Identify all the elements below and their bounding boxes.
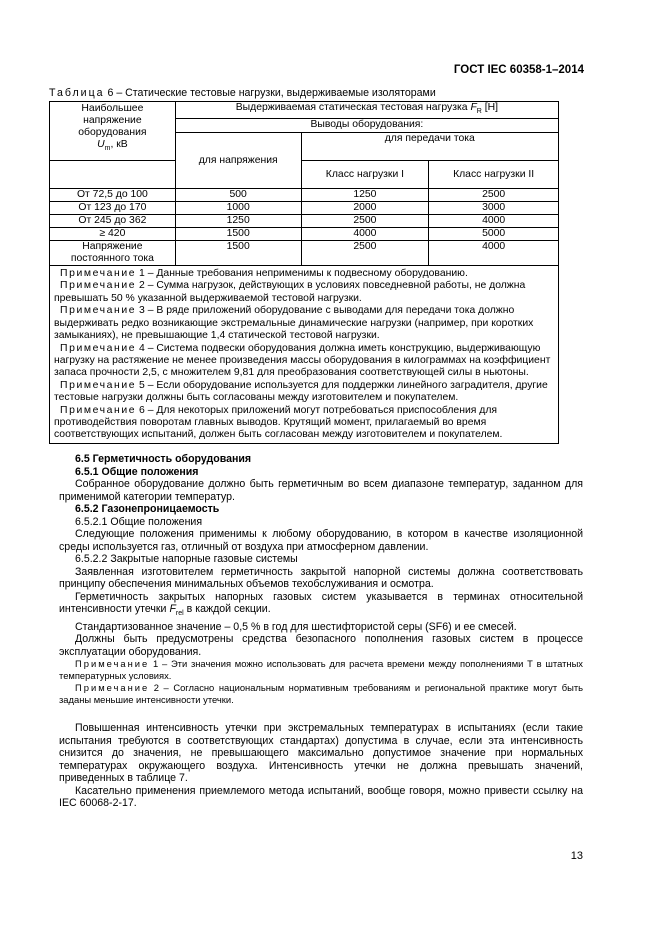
note-label: Примечание [60, 305, 137, 317]
section-heading-6-5-1: 6.5.1 Общие положения [75, 465, 199, 478]
table-caption-text: 6 – Статические тестовые нагрузки, выдерживаемые изоляторами [104, 87, 436, 99]
paragraph-text: в каждой секции. [183, 603, 271, 615]
paragraph: Касательно применения приемлемого метода испытаний, вообще говоря, можно привести ссылку на IEC 60068-2-17. [59, 784, 583, 810]
row-class-2: 5000 [429, 228, 559, 241]
row-voltage: От 123 до 170 [50, 202, 176, 215]
table-note [54, 268, 554, 280]
paragraph [59, 591, 583, 621]
header-static-load [175, 102, 558, 119]
row-voltage: ≥ 420 [50, 228, 176, 241]
header-voltage-outputs: для напряжения [175, 133, 301, 189]
table-row [50, 228, 559, 241]
paragraph: Стандартизованное значение – 0,5 % в год для шестифтористой серы (SF6) и ее смесей. [75, 620, 517, 633]
header-static-load-unit: [Н] [481, 102, 499, 113]
table-note [54, 343, 554, 380]
table-notes [50, 266, 559, 444]
row-class-1: 4000 [301, 228, 429, 241]
header-current-outputs: для передачи тока [301, 133, 558, 161]
note-text: 4 – Система подвески оборудования должна иметь конструкцию, выдерживающую нагрузку на растяжение не менее произведения массы оборудования в килограммах на коэффициент запаса прочности 2,5, с множителем 9,81 для преобразования соответствующей силы в ньютоны. [54, 342, 551, 379]
header-fr-symbol: F [470, 102, 477, 113]
note-label: Примечание [75, 658, 150, 670]
row-class-2: 4000 [429, 241, 559, 266]
header-static-load-label: Выдерживаемая статическая тестовая нагрузка [235, 102, 471, 113]
note-text: 6 – Для некоторых приложений могут потребоваться приспособления для противодействия поворотам главных выводов. Крутящий момент, прилагаемый во время соответствующих испытаний, должен быть согласован между изготовителем и покупателем. [54, 404, 503, 441]
header-um-unit: , кВ [110, 139, 128, 150]
row-voltage-output: 1500 [175, 228, 301, 241]
note-text: 5 – Если оборудование используется для поддержки линейного заградителя, другие тестовые нагрузки должны быть согласованы между изготовителем и покупателем. [54, 379, 548, 404]
page-number: 13 [570, 850, 583, 862]
row-class-1: 2500 [301, 241, 429, 266]
row-voltage: От 72,5 до 100 [50, 189, 176, 202]
section-heading-6-5-2-1: 6.5.2.1 Общие положения [75, 515, 203, 528]
table-caption [49, 87, 436, 99]
header-um-symbol: U [97, 139, 105, 150]
frel-symbol: F [169, 603, 176, 615]
table-note [54, 280, 554, 305]
table-caption-word: Таблица [49, 87, 105, 99]
section-heading-6-5-2-2: 6.5.2.2 Закрытые напорные газовые системы [75, 553, 298, 565]
row-class-2: 3000 [429, 202, 559, 215]
table-note [54, 305, 554, 342]
spacer [59, 706, 583, 722]
note-text: 2 – Согласно национальным нормативным требованиям и региональной практике могут быть заданы меньшие интенсивности утечки. [59, 682, 583, 706]
row-voltage: Напряжение постоянного тока [50, 241, 176, 266]
row-class-1: 2500 [301, 215, 429, 228]
note-label: Примечание [75, 682, 150, 694]
header-max-voltage [50, 102, 176, 161]
section-heading-6-5: 6.5 Герметичность оборудования [75, 453, 252, 465]
header-max-voltage-label: Наибольшее напряжение оборудования [78, 103, 147, 138]
table-note [54, 405, 554, 442]
main-text [59, 453, 583, 810]
section-heading-6-5-2: 6.5.2 Газонепроницаемость [75, 503, 220, 515]
paragraph: Повышенная интенсивность утечки при экстремальных температурах в испытаниях (если такие испытания требуются в соответствующих стандартах) допустима в случае, если эта интенсивность снизится до значения, не превышающего максимально допустимое значение при нормальных температурах окружающего воздуха. Интенсивность утечки не должна превышать значений, приведенных в таблице 7. [59, 722, 583, 785]
note-label: Примечание [60, 404, 137, 416]
note-label: Примечание [60, 280, 137, 292]
table-row [50, 202, 559, 215]
header-kv-spacer [50, 161, 176, 189]
static-loads-table [49, 101, 559, 444]
paragraph-text: Герметичность закрытых напорных газовых систем указывается в терминах относительной интенсивности утечки [59, 590, 583, 615]
row-class-1: 2000 [301, 202, 429, 215]
header-class-2: Класс нагрузки II [429, 161, 559, 189]
table-note [54, 380, 554, 405]
note [59, 682, 583, 706]
row-class-2: 2500 [429, 189, 559, 202]
row-voltage-output: 500 [175, 189, 301, 202]
document-header: ГОСТ IEC 60358-1–2014 [453, 64, 584, 76]
note-text: 1 – Эти значения можно использовать для расчета времени между пополнениями Т в штатных температурных условиях. [59, 658, 583, 682]
frel-subscript: rel [175, 610, 184, 618]
row-voltage-output: 1250 [175, 215, 301, 228]
paragraph: Следующие положения применимы к любому оборудованию, в котором в качестве изоляционной среды используется газ, отличный от воздуха при атмосферном давлении. [59, 528, 583, 553]
header-class-1: Класс нагрузки I [301, 161, 429, 189]
row-voltage: От 245 до 362 [50, 215, 176, 228]
header-um-subscript: m [104, 145, 111, 153]
header-fr-subscript: R [476, 108, 482, 116]
note [59, 658, 583, 682]
note-text: 2 – Сумма нагрузок, действующих в условиях повседневной работы, не должна превышать 50 % указанной выдерживаемой тестовой нагрузки. [54, 280, 526, 304]
table-row [50, 189, 559, 202]
paragraph: Должны быть предусмотрены средства безопасного пополнения газовых систем в процессе эксплуатации оборудования. [59, 633, 583, 658]
paragraph: Собранное оборудование должно быть герметичным во всем диапазоне температур, заданном для применимой категории температур. [59, 478, 583, 503]
row-class-2: 4000 [429, 215, 559, 228]
header-outputs: Выводы оборудования: [175, 119, 558, 133]
note-label: Примечание [60, 268, 137, 280]
row-voltage-output: 1500 [175, 241, 301, 266]
table-row [50, 241, 559, 266]
paragraph: Заявленная изготовителем герметичность закрытой напорной системы должна соответствовать принципу обеспечения минимальных объемов техобслуживания и осмотра. [59, 565, 583, 590]
note-text: 1 – Данные требования неприменимы к подвесному оборудованию. [136, 268, 468, 280]
note-label: Примечание [60, 342, 137, 354]
note-text: 3 – В ряде приложений оборудование с выводами для передачи тока должно выдерживать редко возникающие экстремальные динамические нагрузки (например, при коротких замыканиях), не превышающие 1,4 статической тестовой нагрузки. [54, 305, 534, 342]
row-voltage-output: 1000 [175, 202, 301, 215]
note-label: Примечание [60, 379, 137, 391]
table-row [50, 215, 559, 228]
row-class-1: 1250 [301, 189, 429, 202]
